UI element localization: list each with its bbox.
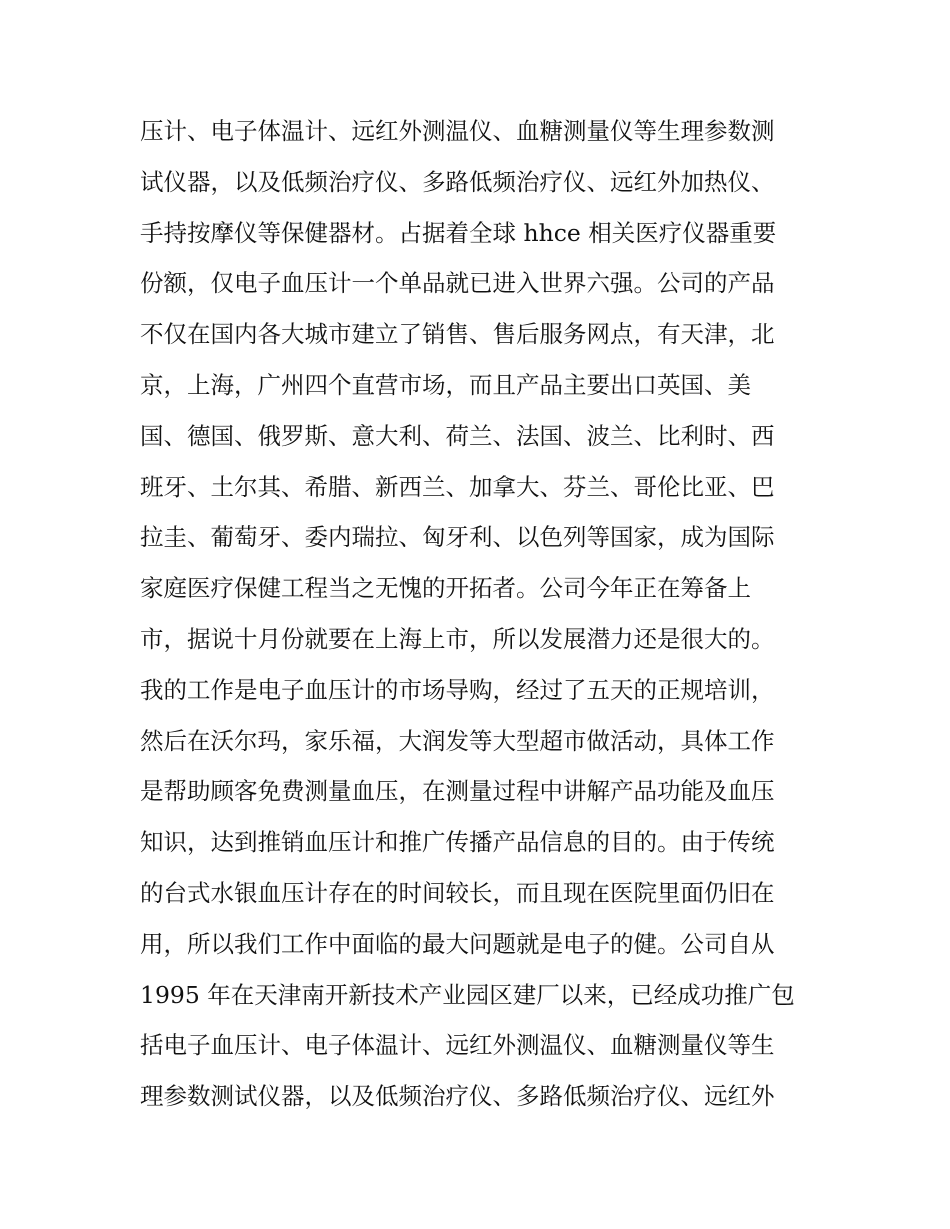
text-line-17: 用，所以我们工作中面临的最大问题就是电子的健。公司自从 [140, 929, 775, 958]
text-line-20: 理参数测试仪器，以及低频治疗仪、多路低频治疗仪、远红外 [140, 1082, 775, 1111]
text-line-7: 国、德国、俄罗斯、意大利、荷兰、法国、波兰、比利时、西 [140, 421, 775, 450]
text-line-15: 知识，达到推销血压计和推广传播产品信息的目的。由于传统 [140, 828, 775, 857]
text-line-11: 市，据说十月份就要在上海上市，所以发展潜力还是很大的。 [140, 624, 775, 653]
text-line-4: 份额，仅电子血压计一个单品就已进入世界六强。公司的产品 [140, 269, 775, 298]
text-line-5: 不仅在国内各大城市建立了销售、售后服务网点，有天津，北 [140, 320, 775, 349]
text-line-13: 然后在沃尔玛，家乐福，大润发等大型超市做活动，具体工作 [140, 726, 775, 755]
text-line-12: 我的工作是电子血压计的市场导购，经过了五天的正规培训， [140, 675, 775, 704]
text-line-10: 家庭医疗保健工程当之无愧的开拓者。公司今年正在筹备上 [140, 574, 751, 603]
body-text [140, 106, 830, 1122]
text-line-6: 京，上海，广州四个直营市场，而且产品主要出口英国、美 [140, 370, 751, 399]
text-line-1: 压计、电子体温计、远红外测温仪、血糖测量仪等生理参数测 [140, 117, 775, 145]
text-line-8: 班牙、土尔其、希腊、新西兰、加拿大、芬兰、哥伦比亚、巴 [140, 472, 775, 501]
text-line-19: 括电子血压计、电子体温计、远红外测温仪、血糖测量仪等生 [140, 1031, 775, 1060]
text-line-14: 是帮助顾客免费测量血压，在测量过程中讲解产品功能及血压 [140, 777, 775, 806]
text-line-9: 拉圭、葡萄牙、委内瑞拉、匈牙利、以色列等国家，成为国际 [140, 523, 775, 552]
text-line-2: 试仪器，以及低频治疗仪、多路低频治疗仪、远红外加热仪、 [140, 167, 775, 196]
text-line-3: 手持按摩仪等保健器材。占据着全球 hhce 相关医疗仪器重要 [140, 218, 777, 247]
text-line-16: 的台式水银血压计存在的时间较长，而且现在医院里面仍旧在 [140, 878, 775, 907]
text-line-18: 1995 年在天津南开新技术产业园区建厂以来，已经成功推广包 [140, 980, 795, 1009]
